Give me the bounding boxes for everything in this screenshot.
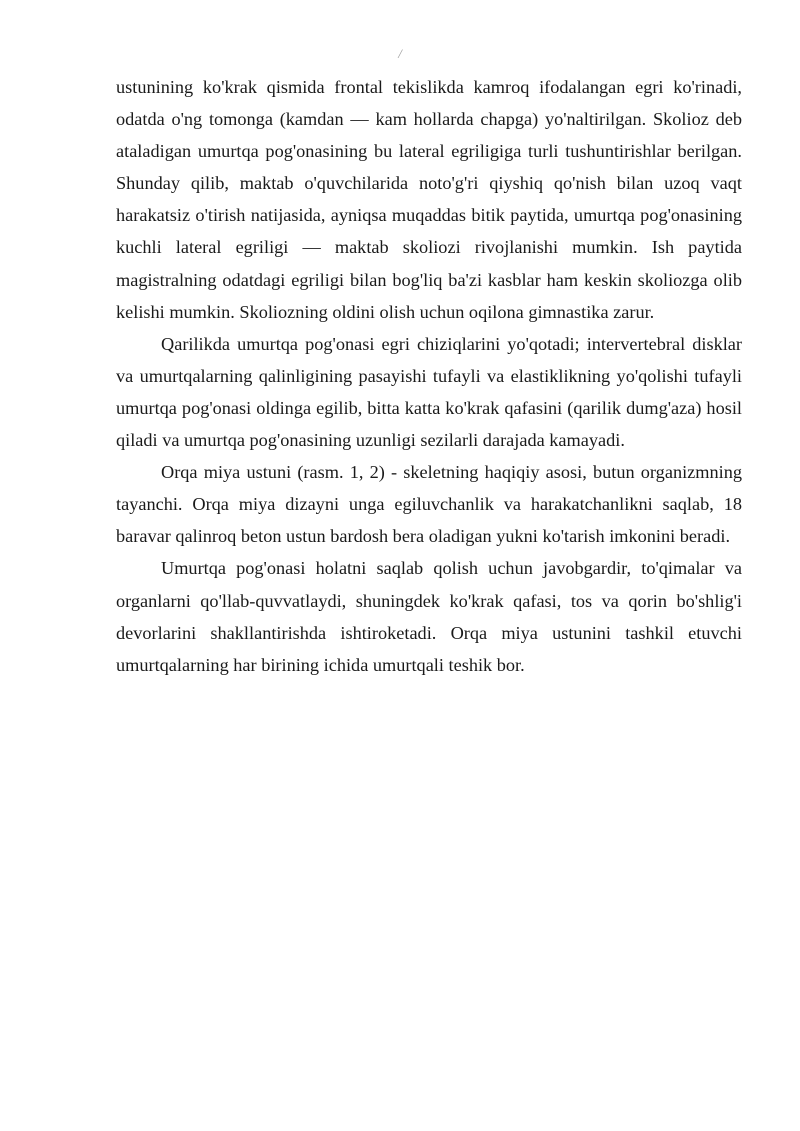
paragraph-old-age: Qarilikda umurtqa pog'onasi egri chiziqlarini yo'qotadi; intervertebral disklar va umurtqalarning qalinligining pasayishi tufayli va elastiklikning yo'qolishi tufayli umurtqa pog'onasi oldinga egilib, bitta katta ko'krak qafasini (qarilik dumg'aza) hosil qiladi va umurtqa pog'onasining uzunligi sezilarli darajada kamayadi. [116, 333, 742, 451]
paragraph-posture: Umurtqa pog'onasi holatni saqlab qolish uchun javobgardir, to'qimalar va organlarni qo'llab-quvvatlaydi, shuningdek ko'krak qafasi, tos va qorin bo'shlig'i devorlarini shakllantirishda ishtiroketadi. Orqa miya ustunini tashkil etuvchi umurtqalarning har birining ichida umurtqali teshik bor. [116, 558, 742, 675]
paragraph-continuation: ustunining ko'krak qismida frontal tekislikda kamroq ifodalangan egri ko'rinadi, odatda o'ng tomonga (kamdan — kam hollarda chapga) yo'naltirilgan. Skolioz deb ataladigan umurtqa pog'onasining bu lateral egriligiga turli tushuntirishlar berilgan. Shunday qilib, maktab o'quvchilarida noto'g'ri qiyshiq qo'nish bilan uzoq vaqt harakatsiz o'tirish natijasida, ayniqsa muqaddas bitik paytida, umurtqa pog'onasining kuchli lateral egriligi — maktab skoliozi rivojlanishi mumkin. Ish paytida magistralning odatdagi egriligi bilan bog'liq ba'zi kasblar ham keskin skoliozga olib kelishi mumkin. Skoliozning oldini olish uchun oqilona gimnastika zarur. [116, 77, 742, 322]
paragraph-spinal-column: Orqa miya ustuni (rasm. 1, 2) - skeletning haqiqiy asosi, butun organizmning tayanchi. Orqa miya dizayni unga egiluvchanlik va harakatchanlikni saqlab, 18 baravar qalinroq beton ustun bardosh bera oladigan yukni ko'tarish imkonini beradi. [116, 462, 742, 547]
page-number: / [398, 46, 402, 61]
body-text [116, 71, 742, 681]
